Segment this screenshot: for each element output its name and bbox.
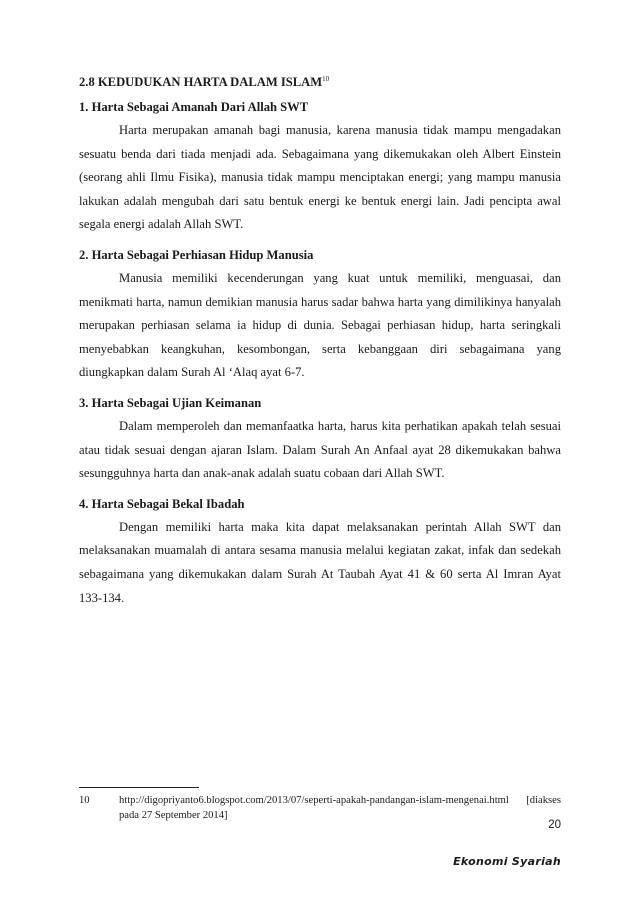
document-body <box>79 74 561 610</box>
footnote-text: http://digopriyanto6.blogspot.com/2013/07/seperti-apakah-pandangan-islam-mengenai.html [diakses pada 27 September 2014] <box>119 795 561 821</box>
footer-brand: Ekonomi Syariah <box>453 855 561 868</box>
subsection-heading: 4. Harta Sebagai Bekal Ibadah <box>79 496 245 511</box>
footnote <box>79 793 561 823</box>
paragraph: Dalam memperoleh dan memanfaatka harta, harus kita perhatikan apakah telah sesuai atau tidak sesuai dengan ajaran Islam. Dalam Surah An Anfaal ayat 28 dikemukakan bahwa sesungguhnya harta dan anak-anak adalah suatu cobaan dari Allah SWT. <box>79 418 561 481</box>
subsection-2 <box>79 247 561 385</box>
footnote-divider <box>79 787 199 788</box>
subsection-3 <box>79 395 561 486</box>
page-number: 20 <box>548 819 561 831</box>
section-title-text: 2.8 KEDUDUKAN HARTA DALAM ISLAM <box>79 75 323 89</box>
subsection-1 <box>79 99 561 237</box>
subsection-4 <box>79 496 561 610</box>
footnote-number: 10 <box>79 795 90 806</box>
paragraph: Manusia memiliki kecenderungan yang kuat untuk memiliki, menguasai, dan menikmati harta, namun demikian manusia harus sadar bahwa harta yang dimilikinya hanyalah merupakan perhiasan selama ia hidup di dunia. Sebagai perhiasan hidup, harta seringkali menyebabkan keangkuhan, kesombongan, serta kebanggaan diri sebagaimana yang diungkapkan dalam Surah Al ‘Alaq ayat 6-7. <box>79 270 561 380</box>
subsection-heading: 3. Harta Sebagai Ujian Keimanan <box>79 395 262 410</box>
section-title <box>79 74 561 91</box>
subsection-heading: 2. Harta Sebagai Perhiasan Hidup Manusia <box>79 247 314 262</box>
paragraph: Dengan memiliki harta maka kita dapat melaksanakan perintah Allah SWT dan melaksanakan muamalah di antara sesama manusia melalui kegiatan zakat, infak dan sedekah sebagaimana yang dikemukakan dalam Surah At Taubah Ayat 41 & 60 serta Al Imran Ayat 133-134. <box>79 519 561 605</box>
paragraph: Harta merupakan amanah bagi manusia, karena manusia tidak mampu mengadakan sesuatu benda dari tiada menjadi ada. Sebagaimana yang dikemukakan oleh Albert Einstein (seorang ahli Ilmu Fisika), manusia tidak mampu menciptakan energi; yang mampu manusia lakukan adalah mengubah dari satu bentuk energi ke bentuk energi lain. Jadi pencipta awal segala energi adalah Allah SWT. <box>79 123 561 232</box>
footnote-ref: 10 <box>322 74 330 83</box>
subsection-heading: 1. Harta Sebagai Amanah Dari Allah SWT <box>79 100 309 114</box>
